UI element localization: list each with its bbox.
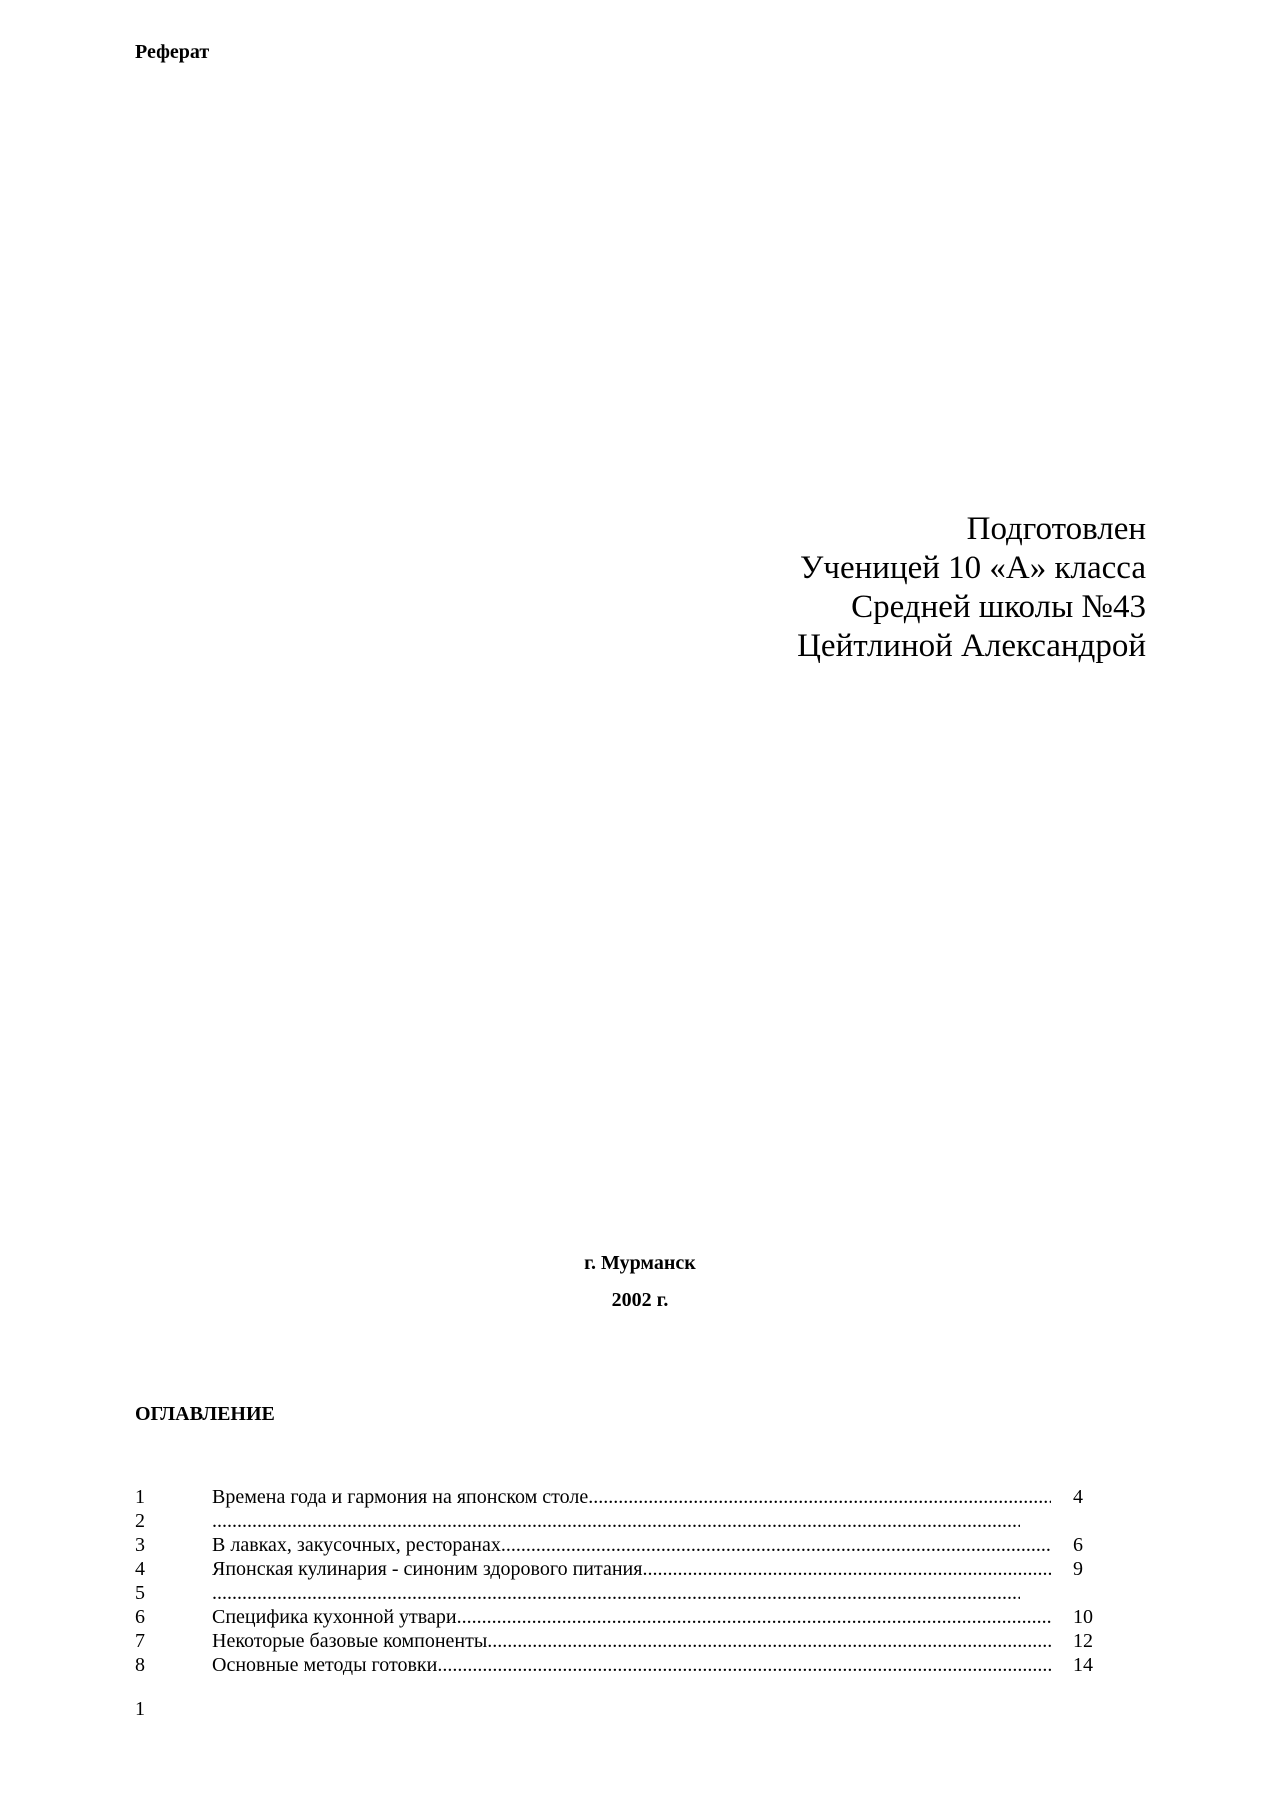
toc-entry[interactable]	[212, 1653, 1055, 1677]
toc-entry[interactable]	[212, 1485, 1055, 1509]
toc-leader-dots	[642, 1557, 1051, 1581]
author-line-prepared: Подготовлен	[966, 511, 1146, 547]
author-line-student: Ученицей 10 «А» класса	[800, 550, 1146, 586]
toc-entry[interactable]	[212, 1557, 1055, 1581]
toc-number: 5	[135, 1582, 145, 1604]
table-of-contents	[135, 1485, 1095, 1677]
toc-number: 4	[135, 1558, 145, 1580]
toc-number: 3	[135, 1534, 145, 1556]
author-line-school: Средней школы №43	[851, 589, 1146, 625]
toc-number: 1	[135, 1486, 145, 1508]
toc-page-number: 10	[1073, 1606, 1093, 1628]
document-type-label: Реферат	[135, 41, 210, 63]
toc-leader-dots	[588, 1485, 1051, 1509]
toc-number: 2	[135, 1510, 145, 1532]
author-line-name: Цейтлиной Александрой	[797, 628, 1146, 664]
toc-leader-dots	[487, 1629, 1051, 1653]
toc-title: Некоторые базовые компоненты	[212, 1630, 488, 1652]
toc-row	[135, 1557, 1095, 1581]
toc-title: Японская кулинария - синоним здорового питания	[212, 1558, 643, 1580]
city-label: г. Мурманск	[584, 1252, 696, 1274]
toc-row	[135, 1629, 1095, 1653]
toc-number: 6	[135, 1606, 145, 1628]
toc-row	[135, 1485, 1095, 1509]
toc-page-number: 14	[1073, 1654, 1093, 1676]
toc-leader-dots	[212, 1509, 1020, 1533]
toc-page-number: 12	[1073, 1630, 1093, 1652]
toc-row	[135, 1581, 1095, 1605]
toc-row	[135, 1653, 1095, 1677]
toc-heading: ОГЛАВЛЕНИЕ	[135, 1403, 275, 1425]
toc-entry[interactable]	[212, 1629, 1055, 1653]
page-number: 1	[135, 1698, 145, 1720]
toc-row	[135, 1605, 1095, 1629]
toc-title: Времена года и гармония на японском столе	[212, 1486, 589, 1508]
toc-number: 8	[135, 1654, 145, 1676]
toc-page-number: 9	[1073, 1558, 1083, 1580]
toc-leader-dots	[501, 1533, 1051, 1557]
toc-row	[135, 1509, 1095, 1533]
toc-page-number: 6	[1073, 1534, 1083, 1556]
author-block	[797, 510, 1146, 666]
toc-leader-dots	[437, 1653, 1051, 1677]
toc-leader-dots	[212, 1581, 1020, 1605]
toc-title: В лавках, закусочных, ресторанах	[212, 1534, 501, 1556]
toc-entry[interactable]	[212, 1533, 1055, 1557]
toc-title: Специфика кухонной утвари	[212, 1606, 457, 1628]
toc-entry[interactable]	[212, 1605, 1055, 1629]
toc-number: 7	[135, 1630, 145, 1652]
toc-leader-dots	[457, 1605, 1051, 1629]
toc-row	[135, 1533, 1095, 1557]
toc-title: Основные методы готовки	[212, 1654, 438, 1676]
year-label: 2002 г.	[611, 1289, 669, 1311]
toc-page-number: 4	[1073, 1486, 1083, 1508]
